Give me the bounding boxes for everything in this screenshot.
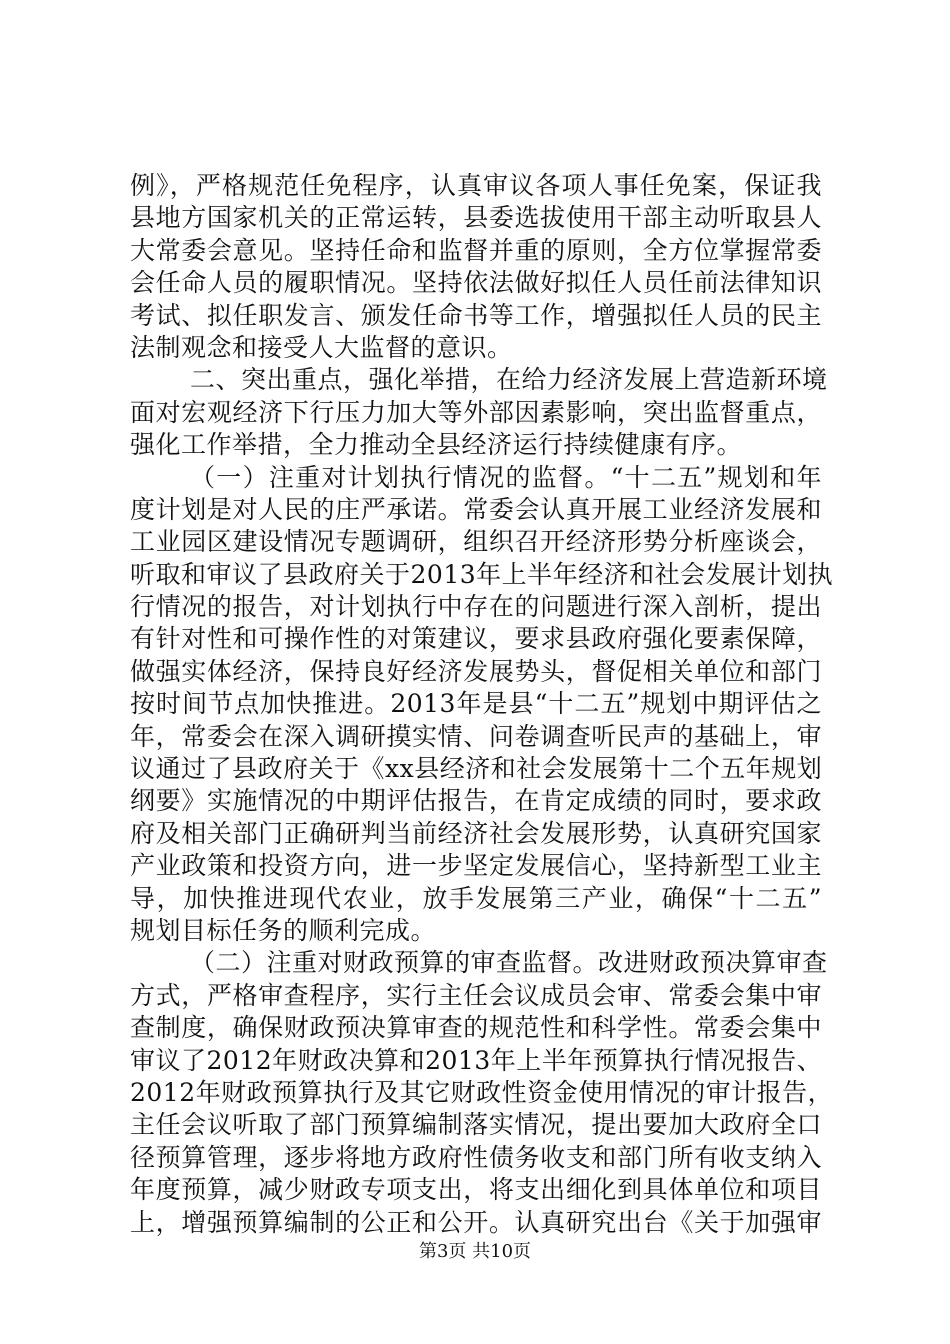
text-line: 做强实体经济，保持良好经济发展势头，督促相关单位和部门 [130, 656, 822, 686]
subsection-heading: （二）注重对财政预算的审查监督。改进财政预决算审查 [190, 948, 828, 978]
text-line: 年度预算，减少财政专项支出，将支出细化到具体单位和项目 [130, 1175, 822, 1205]
text-line: 纲要》实施情况的中期评估报告，在肯定成绩的同时，要求政 [130, 786, 822, 816]
text-line: 例》，严格规范任免程序，认真审议各项人事任免案，保证我 [130, 171, 822, 200]
section-heading: 二、突出重点，强化举措，在给力经济发展上营造新环境 [190, 365, 828, 395]
text-line: 审议了2012年财政决算和2013年上半年预算执行情况报告、 [130, 1045, 823, 1075]
text-line: 按时间节点加快推进。2013年是县“十二五”规划中期评估之 [130, 689, 822, 719]
text-line: 导，加快推进现代农业，放手发展第三产业，确保“十二五” [130, 883, 822, 913]
text-line: 度计划是对人民的庄严承诺。常委会认真开展工业经济发展和 [130, 494, 822, 524]
text-line: 查制度，确保财政预决算审查的规范性和科学性。常委会集中 [130, 1013, 822, 1043]
text-line: 县地方国家机关的正常运转，县委选拔使用干部主动听取县人 [130, 203, 822, 233]
text-line: 产业政策和投资方向，进一步坚定发展信心，坚持新型工业主 [130, 851, 822, 881]
text-line: 有针对性和可操作性的对策建议，要求县政府强化要素保障， [130, 624, 822, 654]
text-line: 工业园区建设情况专题调研，组织召开经济形势分析座谈会， [130, 527, 822, 557]
text-line: 府及相关部门正确研判当前经济社会发展形势，认真研究国家 [130, 818, 822, 848]
subsection-heading: （一）注重对计划执行情况的监督。“十二五”规划和年 [190, 462, 822, 492]
text-line: 方式，严格审查程序，实行主任会议成员会审、常委会集中审 [130, 980, 822, 1010]
text-line: 主任会议听取了部门预算编制落实情况，提出要加大政府全口 [130, 1110, 822, 1140]
document-body [130, 170, 834, 1239]
page-footer: 第3页 共10页 [418, 1241, 532, 1262]
text-line: 上，增强预算编制的公正和公开。认真研究出台《关于加强审 [130, 1207, 822, 1237]
text-line: 考试、拟任职发言、颁发任命书等工作，增强拟任人员的民主 [130, 300, 822, 330]
text-line: 年，常委会在深入调研摸实情、问卷调查听民声的基础上，审 [130, 721, 822, 751]
text-line: 规划目标任务的顺利完成。 [130, 915, 437, 945]
text-line: 行情况的报告，对计划执行中存在的问题进行深入剖析，提出 [130, 592, 822, 622]
text-line: 法制观念和接受人大监督的意识。 [130, 332, 513, 362]
text-line: 面对宏观经济下行压力加大等外部因素影响，突出监督重点， [130, 397, 822, 427]
text-line: 会任命人员的履职情况。坚持依法做好拟任人员任前法律知识 [130, 268, 822, 298]
text-line: 大常委会意见。坚持任命和监督并重的原则，全方位掌握常委 [130, 235, 822, 265]
text-line: 议通过了县政府关于《xx县经济和社会发展第十二个五年规划 [130, 754, 823, 784]
text-line: 听取和审议了县政府关于2013年上半年经济和社会发展计划执 [130, 559, 834, 589]
text-line: 2012年财政预算执行及其它财政性资金使用情况的审计报告， [130, 1077, 834, 1107]
text-line: 强化工作举措，全力推动全县经济运行持续健康有序。 [130, 430, 743, 460]
text-line: 径预算管理，逐步将地方政府性债务收支和部门所有收支纳入 [130, 1142, 822, 1172]
